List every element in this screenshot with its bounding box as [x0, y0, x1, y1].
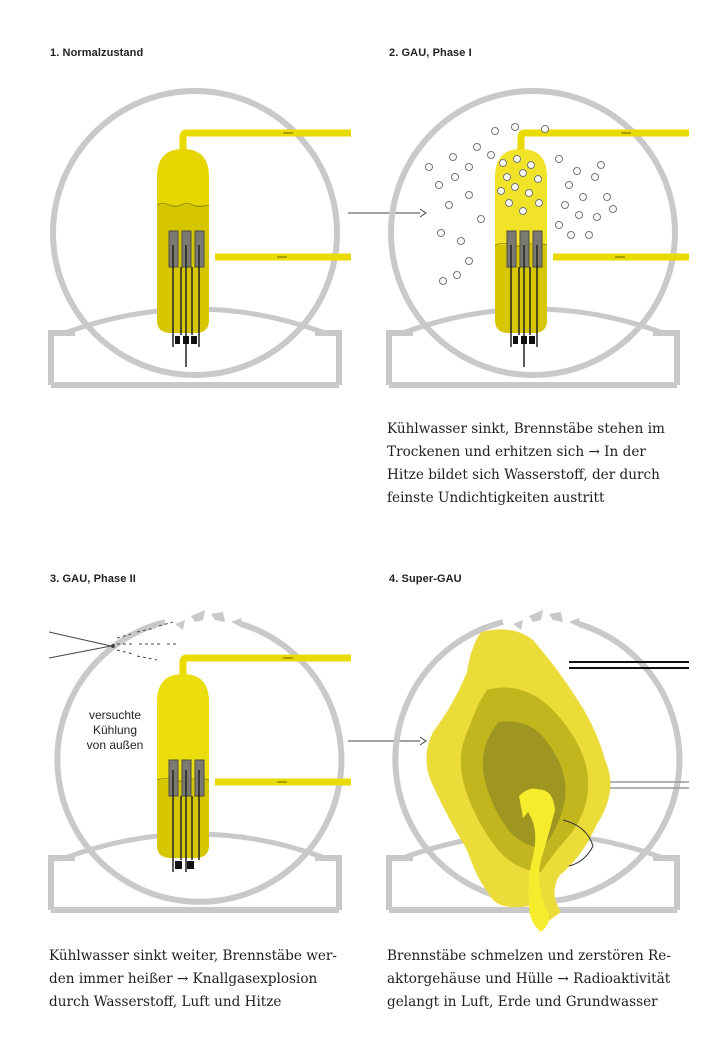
panel-4-diagram — [383, 610, 693, 940]
panel-2-title: 2. GAU, Phase I — [389, 47, 472, 59]
panel-3-caption: Kühlwasser sinkt weiter, Brennstäbe wer- den immer heißer → Knallgasexplosion durch Wasserstoff, Luft und Hitze — [49, 948, 337, 1010]
steam-pipe-outlet — [183, 133, 351, 153]
meltdown-blob — [426, 629, 610, 932]
cooling-annotation: versuchte Kühlung von außen — [86, 708, 144, 752]
panel-2-diagram — [383, 85, 693, 390]
panel-1-diagram — [45, 85, 355, 390]
dome-breach-fragments — [175, 610, 243, 630]
panel-1-title: 1. Normalzustand — [50, 47, 144, 59]
panel-2-caption: Kühlwasser sinkt, Brennstäbe stehen im Trockenen und erhitzen sich → In der Hitze bildet sich Wasserstoff, der durch feinste Undichtigkeiten austritt — [387, 421, 665, 506]
broken-pipe-upper — [569, 662, 689, 668]
panel-4-title: 4. Super-GAU — [389, 573, 462, 585]
panel-3-diagram — [45, 610, 355, 915]
spray-nozzle — [49, 622, 179, 660]
rod-drives — [175, 336, 197, 344]
panel-4-caption: Brennstäbe schmelzen und zerstören Re- aktorgehäuse und Hülle → Radioaktivität gelangt in Luft, Erde und Grundwasser — [387, 948, 671, 1010]
panel-3-title: 3. GAU, Phase II — [50, 573, 136, 585]
